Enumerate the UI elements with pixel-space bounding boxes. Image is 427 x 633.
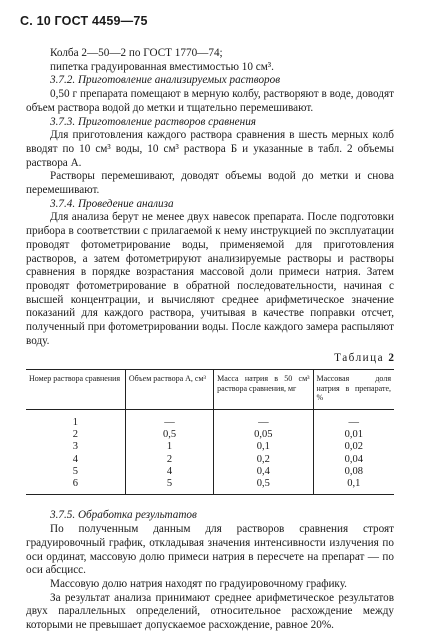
table-cell: 0,05 xyxy=(214,429,313,441)
paragraph-result: За результат анализа принимают среднее арифметическое результатов двух параллельных определений, относительное расхождение между которыми не превышает допускаемое расхождение, равное 20%. xyxy=(26,591,394,632)
table-row xyxy=(26,441,394,453)
table-row xyxy=(26,429,394,441)
table-cell: 0,1 xyxy=(313,478,394,495)
table-caption-word: Таблица xyxy=(334,352,385,365)
table-header-row xyxy=(26,370,394,410)
equipment-flask: Колба 2—50—2 по ГОСТ 1770—74; xyxy=(50,47,223,59)
table-cell: 0,08 xyxy=(313,466,394,478)
table-caption xyxy=(26,352,394,366)
paragraph-reference-prep: Для приготовления каждого раствора сравнения в шесть мерных колб вводят по 10 см³ воды, 10 см³ раствора Б и указанные в табл. 2 объемы раствора А. xyxy=(26,129,394,169)
paragraph-sample-prep: 0,50 г препарата помещают в мерную колбу, растворяют в воде, доводят объем раствора водой до метки и тщательно перемешивают. xyxy=(26,88,394,114)
paragraph-mixing: Растворы перемешивают, доводят объемы водой до метки и снова перемешивают. xyxy=(26,170,394,197)
table-cell: 0,4 xyxy=(214,466,313,478)
table-cell: — xyxy=(313,409,394,429)
table-cell: 0,5 xyxy=(125,429,213,441)
column-header: Объем раствора А, см³ xyxy=(125,370,213,410)
table-cell: 5 xyxy=(72,465,79,477)
table-cell: 1 xyxy=(72,416,79,428)
table-cell: 0,01 xyxy=(313,429,394,441)
reference-solutions-table xyxy=(26,369,394,495)
table-cell: 2 xyxy=(125,454,213,466)
page-header: С. 10 ГОСТ 4459—75 xyxy=(20,14,148,28)
table-row xyxy=(26,409,394,429)
section-heading-3-7-2: 3.7.2. Приготовление анализируемых растворов xyxy=(50,74,281,87)
table-cell: 1 xyxy=(125,441,213,453)
table-cell: 5 xyxy=(125,478,213,495)
table-cell: 2 xyxy=(72,428,79,440)
table-cell: 3 xyxy=(72,441,79,453)
table-cell: 0,2 xyxy=(214,454,313,466)
table-cell: 0,5 xyxy=(214,478,313,495)
document-body xyxy=(26,47,394,633)
paragraph-mass-fraction: Массовую долю натрия находят по градуировочному графику. xyxy=(50,577,347,590)
table-caption-number: 2 xyxy=(388,352,394,365)
spacer xyxy=(26,495,394,509)
table-cell: 4 xyxy=(125,466,213,478)
column-header: Масса натрия в 50 см³ раствора сравнения, мг xyxy=(214,370,313,410)
table-row xyxy=(26,454,394,466)
table-cell: 6 xyxy=(26,478,125,495)
column-header: Массовая доля натрия в препарате, % xyxy=(313,370,394,410)
table-cell: 4 xyxy=(72,453,79,465)
section-heading-3-7-5: 3.7.5. Обработка результатов xyxy=(50,509,197,522)
column-header: Номер раствора сравнения xyxy=(26,370,125,410)
table-cell: — xyxy=(125,409,213,429)
table-cell: 0,02 xyxy=(313,441,394,453)
equipment-pipette: пипетка градуированная вместимостью 10 см³. xyxy=(50,60,274,73)
table-cell: 0,04 xyxy=(313,454,394,466)
section-heading-3-7-3: 3.7.3. Приготовление растворов сравнения xyxy=(50,115,256,128)
table-row xyxy=(26,466,394,478)
paragraph-calibration: По полученным данным для растворов сравнения строят градуировочный график, откладывая значения интенсивности излучения по оси ординат, массовую долю примеси натрия в пересчете на препарат — по оси абсцисс. xyxy=(26,523,394,577)
paragraph-analysis: Для анализа берут не менее двух навесок препарата. После подготовки прибора в соответствии с прилагаемой к нему инструкцией по эксплуатации проводят фотометрирование воды, применяемой для приготовления растворов, а затем фотометрируют анализируемые растворы и растворы сравнения в порядке возрастания массовой доли примеси натрия. Затем проводят фотометрирование в обратной последовательности, начиная с высшей концентрации, и вычисляют среднее арифметическое значение показаний для каждого раствора, учитывая в качестве поправки отсчет, полученный при фотометрировании воды. После каждого замера распыляют воду. xyxy=(26,211,394,347)
section-heading-3-7-4: 3.7.4. Проведение анализа xyxy=(50,197,174,210)
table-cell: — xyxy=(214,409,313,429)
table-row xyxy=(26,478,394,495)
table-cell: 0,1 xyxy=(214,441,313,453)
